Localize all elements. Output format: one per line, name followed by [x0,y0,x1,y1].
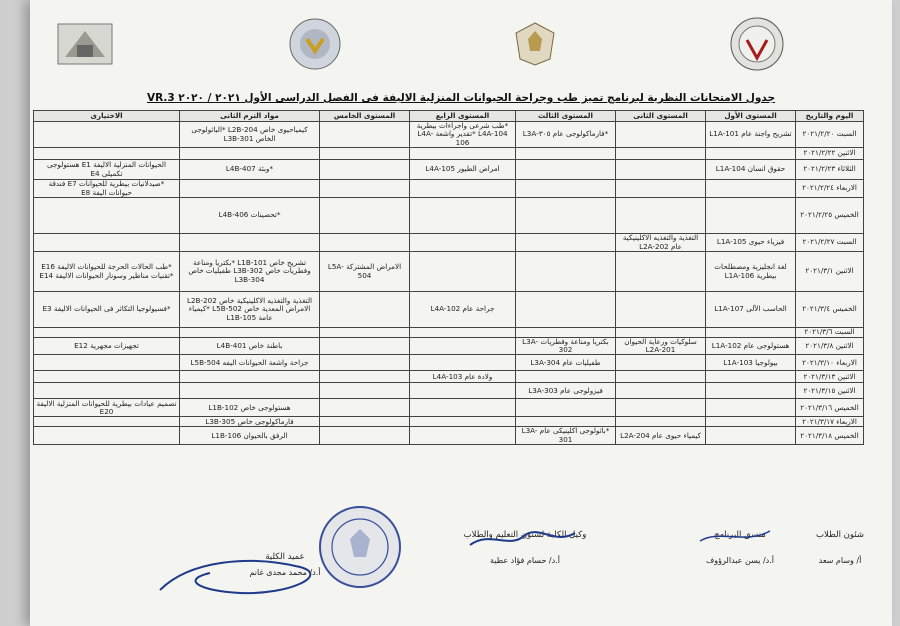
exam-cell [616,198,706,234]
exam-cell [320,371,410,383]
exam-cell: باطنة خاص L4B-401 [180,338,320,355]
table-row [34,328,864,338]
exam-cell [34,234,180,252]
exam-cell: *فارماكولوجى عام ٣٠٥-L3A [516,122,616,148]
exam-cell [180,148,320,160]
signature-name: أ.د/ محمد مجدى غانم [249,568,321,577]
exam-cell [516,180,616,198]
exam-cell [410,252,516,292]
exam-cell [516,234,616,252]
date-cell: الثلاثاء ٢٠٢١/٢/٢٣ [796,160,864,180]
exam-cell [616,371,706,383]
exam-cell: بكتريا ومناعة وفطريات L3A-302 [516,338,616,355]
header-cell: المستوى الثالث [516,111,616,122]
exam-cell: حقوق انسان L1A-104 [706,160,796,180]
header-cell: المستوى الخامس [320,111,410,122]
exam-cell [320,383,410,399]
exam-cell [616,160,706,180]
exam-cell: جراحة عام L4A-102 [410,292,516,328]
exam-cell [706,328,796,338]
dean-signature-stroke [160,561,310,593]
exam-cell [616,399,706,417]
exam-cell: *وبئة L4B-407 [180,160,320,180]
exam-cell: تشريح خاص L1B-101 *بكتريا ومناعة وفطريات خاص L3B-302 طفيليات خاص L3B-304 [180,252,320,292]
exam-cell [320,355,410,371]
exam-cell [706,427,796,444]
exam-cell: تشريح واجنة عام L1A-101 [706,122,796,148]
exam-cell [320,180,410,198]
exam-cell: طفيليات عام L3A-304 [516,355,616,371]
exam-cell [410,198,516,234]
exam-cell [320,198,410,234]
exam-cell: ولادة عام L4A-103 [410,371,516,383]
vice-dean-signature-stroke [470,532,575,545]
signature-name: أ.د/ يسن عبدالرؤوف [705,556,775,565]
official-stamp-icon [320,507,400,587]
exam-cell [320,427,410,444]
table-row [34,252,864,292]
date-cell: السبت ٢٠٢١/٢/٢٠ [796,122,864,148]
table-row [34,338,864,355]
date-cell: السبت ٢٠٢١/٢/٢٧ [796,234,864,252]
exam-cell: تجهيزات مجهرية E12 [34,338,180,355]
university-logo-icon [722,14,792,74]
exam-cell [180,328,320,338]
exam-cell: *طب الحالات الحرجة للحيوانات الاليفة E16 *تقنيات مناظير وسونار الحيوانات الاليفة E14 [34,252,180,292]
program-logo-icon [280,14,350,74]
exam-cell [34,371,180,383]
exam-schedule-table [33,110,864,445]
table-row [34,292,864,328]
exam-cell [516,328,616,338]
exam-cell [34,383,180,399]
table-row [34,180,864,198]
exam-cell [706,383,796,399]
exam-cell: *صيدلانيات بيطرية للحيوانات E7 فندقة حيوانات اليفة E8 [34,180,180,198]
exam-cell [616,292,706,328]
exam-cell [706,148,796,160]
exam-cell: كيمياحيوى خاص L2B-204 *الباثولوجى الخاص L3B-301 [180,122,320,148]
table-row [34,371,864,383]
exam-cell [34,198,180,234]
exam-cell [320,122,410,148]
exam-cell: فيزياء حيوى L1A-105 [706,234,796,252]
exam-cell [320,160,410,180]
exam-cell [320,292,410,328]
exam-cell: التغذية والتغذيه الاكلينيكية خاص L2B-202 الامراض المعدية خاص L5B-502 *كيمياء عامة L1B-105 [180,292,320,328]
exam-cell [516,198,616,234]
date-cell: الاثنين ٢٠٢١/٢/٢٢ [796,148,864,160]
exam-cell: سلوكيات ورعاية الحيوان L2A-201 [616,338,706,355]
table-row [34,417,864,427]
exam-cell [516,399,616,417]
exam-cell [616,417,706,427]
date-cell: الاثنين ٢٠٢١/٣/١٣ [796,371,864,383]
exam-cell: *تحصينات L4B-406 [180,198,320,234]
exam-cell [180,371,320,383]
exam-cell: هستولوجى عام L1A-102 [706,338,796,355]
date-cell: الاربعاء ٢٠٢١/٣/١٠ [796,355,864,371]
date-cell: الخميس ٢٠٢١/٣/١٦ [796,399,864,417]
exam-cell: جراحة واشعة الحيوانات اليفه L5B-504 [180,355,320,371]
exam-cell [516,160,616,180]
exam-cell [410,383,516,399]
faculty-logo-icon [50,14,120,74]
signature-role: وكيل الكلية لشئون التعليم والطلاب [463,530,587,540]
header-cell: المستوى الأول [706,111,796,122]
exam-cell [320,417,410,427]
exam-cell: تصميم عيادات بيطرية للحيوانات المنزلية الاليفة E20 [34,399,180,417]
exam-cell [320,234,410,252]
date-cell: الاربعاء ٢٠٢١/٣/١٧ [796,417,864,427]
exam-cell: *باثولوجى اكلينيكى عام L3A-301 [516,427,616,444]
exam-cell [410,399,516,417]
exam-cell: فارماكولوجى خاص L3B-305 [180,417,320,427]
exam-cell: كيمياء حيوى عام L2A-204 [616,427,706,444]
handwriting-overlay [0,505,900,626]
exam-cell [34,328,180,338]
header-cell: الاختيارى [34,111,180,122]
exam-cell [706,399,796,417]
header-cell: مواد الترم الثانى [180,111,320,122]
signature-name: أ/ وسام سعد [818,556,862,565]
table-row [34,198,864,234]
exam-cell [516,292,616,328]
exam-cell [320,148,410,160]
table-row [34,355,864,371]
date-cell: الاثنين ٢٠٢١/٣/٨ [796,338,864,355]
date-cell: الاثنين ٢٠٢١/٣/١ [796,252,864,292]
table-row [34,122,864,148]
signature-name: أ.د/ حسام فؤاد عطية [490,556,560,565]
exam-cell [516,148,616,160]
exam-cell: الحيوانات المنزلية الاليفة E1 هستولوجى تكميلى E4 [34,160,180,180]
date-cell: الاربعاء ٢٠٢١/٢/٢٤ [796,180,864,198]
exam-cell [706,371,796,383]
exam-cell: *فسيولوجيا التكاثر فى الحيوانات الاليفة E3 [34,292,180,328]
exam-cell [34,148,180,160]
exam-cell [616,180,706,198]
header-cell: المستوى الثانى [616,111,706,122]
exam-cell: الحاسب الآلى L1A-107 [706,292,796,328]
exam-cell [616,122,706,148]
exam-cell [616,328,706,338]
date-cell: السبت ٢٠٢١/٣/٦ [796,328,864,338]
egypt-emblem-icon [500,14,570,74]
date-cell: الاثنين ٢٠٢١/٣/١٥ [796,383,864,399]
exam-cell [34,122,180,148]
exam-cell [410,180,516,198]
table-row [34,399,864,417]
signature-role: شئون الطلاب [815,530,865,540]
exam-cell [410,328,516,338]
exam-cell [180,383,320,399]
header-cell: اليوم والتاريخ [796,111,864,122]
date-cell: الخميس ٢٠٢١/٣/٤ [796,292,864,328]
exam-cell [706,417,796,427]
exam-cell [706,180,796,198]
exam-cell: الرفق بالحيوان L1B-106 [180,427,320,444]
exam-cell [320,399,410,417]
page-title: جدول الامتحانات النظرية لبرنامج تميز طب وجراحة الحيوانات المنزلية الاليفة فى الفصل الدراسى الأول ٢٠٢١ / ٢٠٢٠ VR.3 [146,92,776,104]
date-cell: الخميس ٢٠٢١/٣/١٨ [796,427,864,444]
exam-cell [410,234,516,252]
exam-cell: فيزولوجى عام L3A-303 [516,383,616,399]
exam-cell [616,252,706,292]
table-header-row [34,111,864,122]
exam-cell: لغة انجليزية ومصطلحات بيطرية L1A-106 [706,252,796,292]
exam-cell [516,252,616,292]
exam-cell: امراض الطيور L4A-105 [410,160,516,180]
exam-cell: الامراض المشتركة L5A-504 [320,252,410,292]
exam-cell [706,198,796,234]
exam-cell [410,417,516,427]
exam-cell [616,148,706,160]
exam-cell [410,338,516,355]
table-row [34,160,864,180]
exam-cell [34,427,180,444]
exam-cell [410,355,516,371]
table-row [34,427,864,444]
exam-cell [616,383,706,399]
table-row [34,383,864,399]
exam-cell: التغذية والتغذيه الاكلينيكية عام L2A-202 [616,234,706,252]
exam-cell [516,417,616,427]
exam-cell [410,427,516,444]
table-row [34,148,864,160]
exam-cell [180,180,320,198]
exam-cell: هستولوجى خاص L1B-102 [180,399,320,417]
exam-cell [320,328,410,338]
signature-role: منسق البرنامج [714,530,766,540]
exam-cell [34,417,180,427]
signature-role: عميد الكلية [265,552,305,562]
exam-cell [516,371,616,383]
exam-cell [320,338,410,355]
date-cell: الخميس ٢٠٢١/٢/٢٥ [796,198,864,234]
exam-cell [410,148,516,160]
exam-cell [616,355,706,371]
table-row [34,234,864,252]
header-cell: المستوى الرابع [410,111,516,122]
exam-cell [180,234,320,252]
exam-cell [34,355,180,371]
exam-cell: *طب شرعى واجراءات بيطرية L4A-104 *تقدير واشعة L4A-106 [410,122,516,148]
coordinator-signature-stroke [700,531,770,541]
exam-cell: بيولوجيا L1A-103 [706,355,796,371]
